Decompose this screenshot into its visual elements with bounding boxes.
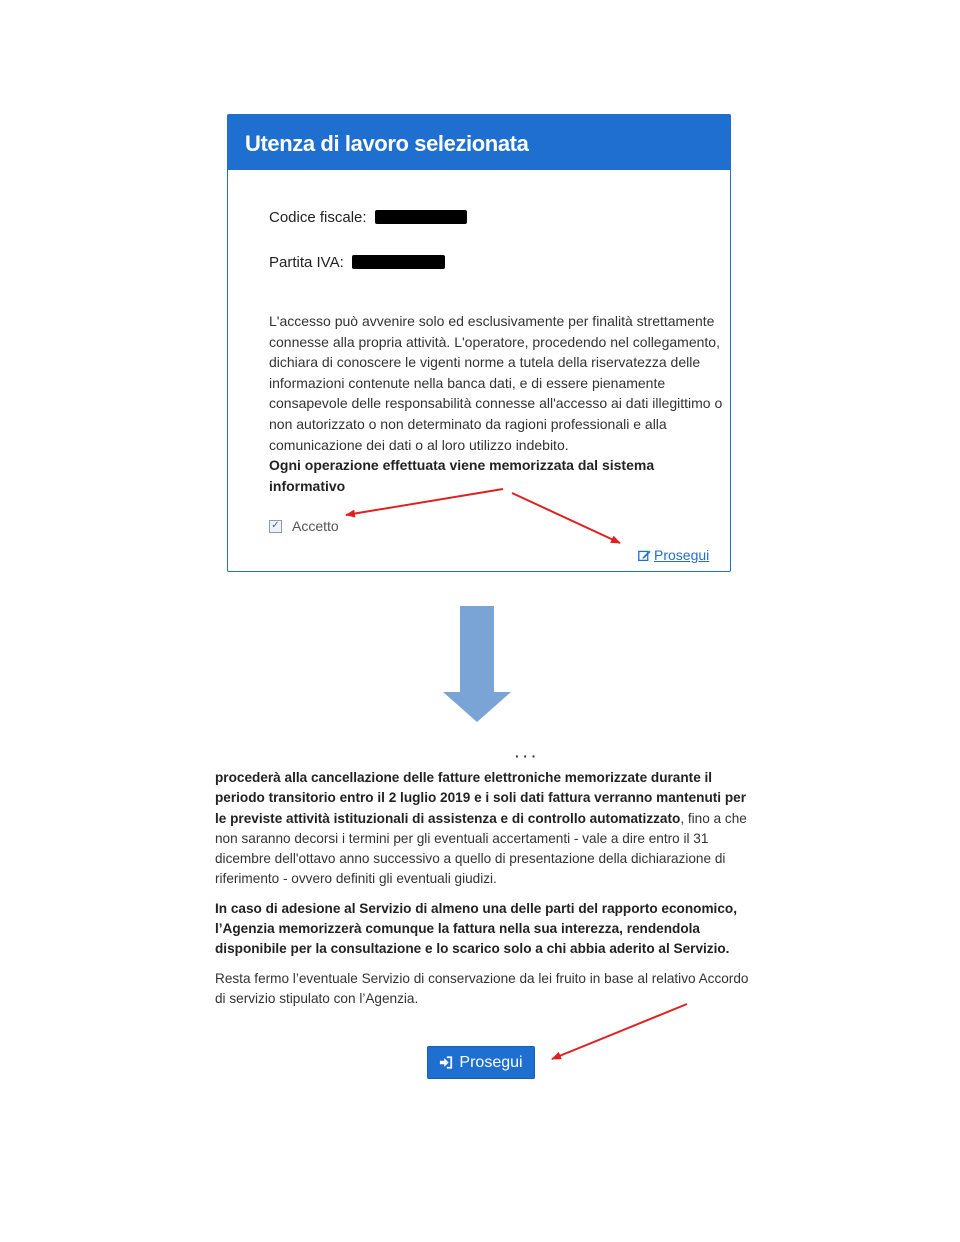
disclaimer-text: L'accesso può avvenire solo ed esclusivamente per finalità strettamente connesse alla propria attività. L'operatore, procedendo nel collegamento, dichiara di conoscere le vigenti norme a tutela della riservatezza delle informazioni contenute nella banca dati, e di essere pienamente consapevole delle responsabilità connesse all'accesso ai dati illegittimo o non autorizzato o non determinato da ragioni professionali e alla comunicazione dei dati o al loro utilizzo indebito. — [269, 313, 723, 453]
checkmark-icon: ✓ — [271, 520, 280, 531]
disclaimer-bold-notice: Ogni operazione effettuata viene memorizzata dal sistema informativo — [269, 457, 655, 494]
service-info-excerpt — [215, 749, 755, 1018]
card-title: Utenza di lavoro selezionata — [228, 115, 730, 170]
paragraph-cancellation-bold: procederà alla cancellazione delle fatture elettroniche memorizzate durante il periodo transitorio entro il 2 luglio 2019 e i soli dati fattura verranno mantenuti per le previste attività istituzionali di assistenza e di controllo automatizzato — [215, 770, 747, 826]
accept-checkbox-row[interactable] — [269, 518, 339, 534]
flow-down-arrow-icon — [443, 606, 513, 724]
edit-icon — [638, 549, 651, 562]
proceed-button[interactable] — [427, 1046, 535, 1079]
paragraph-adhesion: In caso di adesione al Servizio di almeno una delle parti del rapporto economico, l’Agenzia memorizzerà comunque la fattura nella sua interezza, rendendola disponibile per la consultazione e lo scarico solo a chi abbia aderito al Servizio. — [215, 900, 737, 957]
cropped-line: · · · — [515, 749, 537, 764]
codice-fiscale-redacted — [375, 210, 467, 224]
partita-iva-redacted — [352, 255, 445, 269]
proceed-link-label: Prosegui — [654, 547, 710, 563]
access-disclaimer — [269, 311, 731, 496]
codice-fiscale-label: Codice fiscale: — [269, 209, 367, 226]
accept-checkbox[interactable] — [269, 520, 282, 533]
proceed-link[interactable] — [638, 547, 709, 563]
proceed-button-label: Prosegui — [459, 1053, 523, 1071]
accept-label: Accetto — [292, 518, 339, 534]
codice-fiscale-row — [269, 209, 467, 226]
paragraph-conservation: Resta fermo l’eventuale Servizio di conservazione da lei fruito in base al relativo Accordo di servizio stipulato con l’Agenzia. — [215, 970, 749, 1006]
partita-iva-row — [269, 254, 445, 271]
paragraph-cancellation — [215, 768, 755, 890]
paragraph-cancellation-rest: , fino a che non saranno decorsi i termini per gli eventuali accertamenti - vale a dire entro il 31 dicembre dell'ottavo anno successivo a quello di presentazione della dichiarazione di riferimento - ovvero definiti gli eventuali giudizi. — [215, 810, 747, 887]
selected-user-card — [227, 114, 731, 572]
sign-in-icon — [439, 1056, 453, 1069]
partita-iva-label: Partita IVA: — [269, 254, 344, 271]
